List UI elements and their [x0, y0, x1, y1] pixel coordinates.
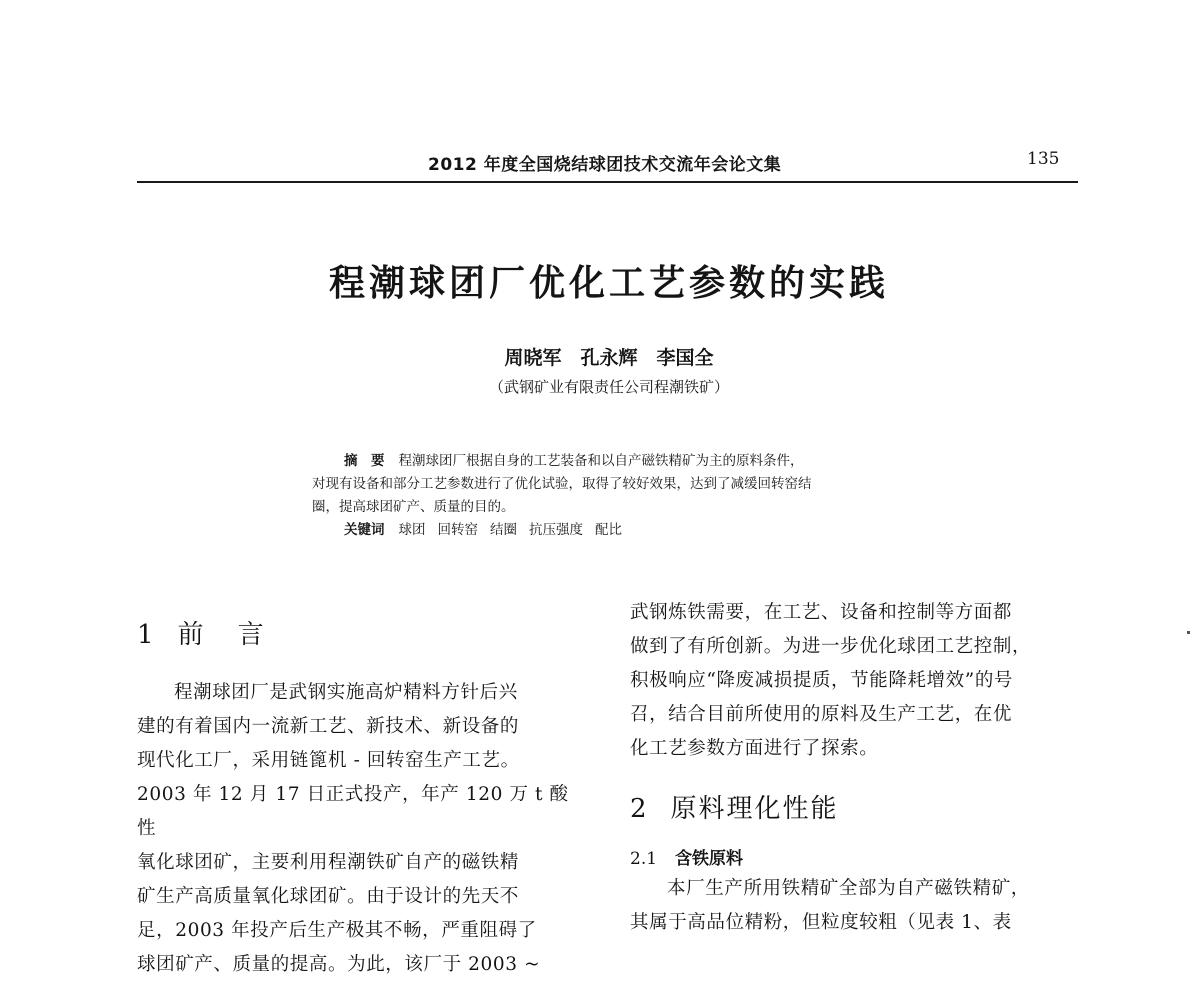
- article-title: 程潮球团厂优化工艺参数的实践: [328, 263, 889, 304]
- text-line: 武钢炼铁需要，在工艺、设备和控制等方面都: [630, 602, 1013, 623]
- scan-speck: [1187, 631, 1190, 634]
- running-header-title: 2012 年度全国烧结球团技术交流年会论文集: [428, 155, 782, 175]
- keyword: 回转窑: [437, 522, 478, 538]
- subsection-2-1-heading: [630, 844, 743, 869]
- header-rule: [137, 181, 1078, 183]
- keyword: 结圈: [490, 522, 517, 538]
- abstract-line-3: 圈，提高球团矿产、质量的目的。: [312, 499, 515, 515]
- keyword: 配比: [595, 522, 622, 538]
- text-line: 球团矿产、质量的提高。为此，该厂于 2003 ~: [137, 954, 541, 975]
- abstract-line-1: [312, 450, 912, 473]
- left-column-text: [137, 676, 587, 982]
- section-1-number: 1: [137, 620, 156, 650]
- subsection-2-1-number: 2.1: [630, 849, 658, 869]
- abstract-label: 摘 要: [344, 453, 385, 469]
- text-line: 2003 年 12 月 17 日正式投产，年产 120 万 t 酸性: [137, 784, 569, 839]
- text-line: 积极响应“降废减损提质，节能降耗增效”的号: [630, 670, 1014, 691]
- subsection-2-1-title: 含铁原料: [675, 849, 744, 869]
- page-number: 135: [1027, 149, 1060, 169]
- article-authors: 周晓军 孔永辉 李国全: [504, 347, 714, 369]
- abstract-block: [312, 450, 912, 542]
- text-line: 氧化球团矿，主要利用程潮铁矿自产的磁铁精: [137, 852, 520, 873]
- section-2-heading: [630, 788, 839, 825]
- keywords-line: [312, 519, 912, 542]
- keywords-label: 关键词: [344, 522, 385, 538]
- text-line: 做到了有所创新。为进一步优化球团工艺控制，: [630, 636, 1032, 657]
- section-1-title-char-2: 言: [237, 620, 266, 650]
- article-affiliation: （武钢矿业有限责任公司程潮铁矿）: [488, 378, 729, 396]
- keyword: 抗压强度: [529, 522, 583, 538]
- abstract-text-1: 程潮球团厂根据自身的工艺装备和以自产磁铁精矿为主的原料条件，: [398, 453, 804, 469]
- abstract-line-2: 对现有设备和部分工艺参数进行了优化试验，取得了较好效果，达到了减缓回转窑结: [312, 476, 812, 492]
- text-line: 现代化工厂，采用链篦机 - 回转窑生产工艺。: [137, 750, 520, 771]
- section-1-heading: [137, 614, 266, 651]
- section-2-title: 原料理化性能: [670, 794, 839, 824]
- text-line: 足，2003 年投产后生产极其不畅，严重阻碍了: [137, 920, 537, 941]
- text-line: 其属于高品位精粉，但粒度较粗（见表 1、表: [630, 912, 1012, 933]
- text-line: 建的有着国内一流新工艺、新技术、新设备的: [137, 716, 520, 737]
- section-1-title-char-1: 前: [177, 620, 206, 650]
- text-line: 矿生产高质量氧化球团矿。由于设计的先天不: [137, 886, 520, 907]
- text-line: 程潮球团厂是武钢实施高炉精料方针后兴: [174, 682, 518, 703]
- section-2-number: 2: [630, 794, 649, 824]
- text-line: 召，结合目前所使用的原料及生产工艺，在优: [630, 704, 1013, 725]
- subsection-2-1-text: [630, 872, 1080, 940]
- text-line: 本厂生产所用铁精矿全部为自产磁铁精矿，: [667, 878, 1030, 899]
- keyword: 球团: [398, 522, 426, 538]
- text-line: 化工艺参数方面进行了探索。: [630, 738, 879, 759]
- right-column-text: [630, 596, 1080, 766]
